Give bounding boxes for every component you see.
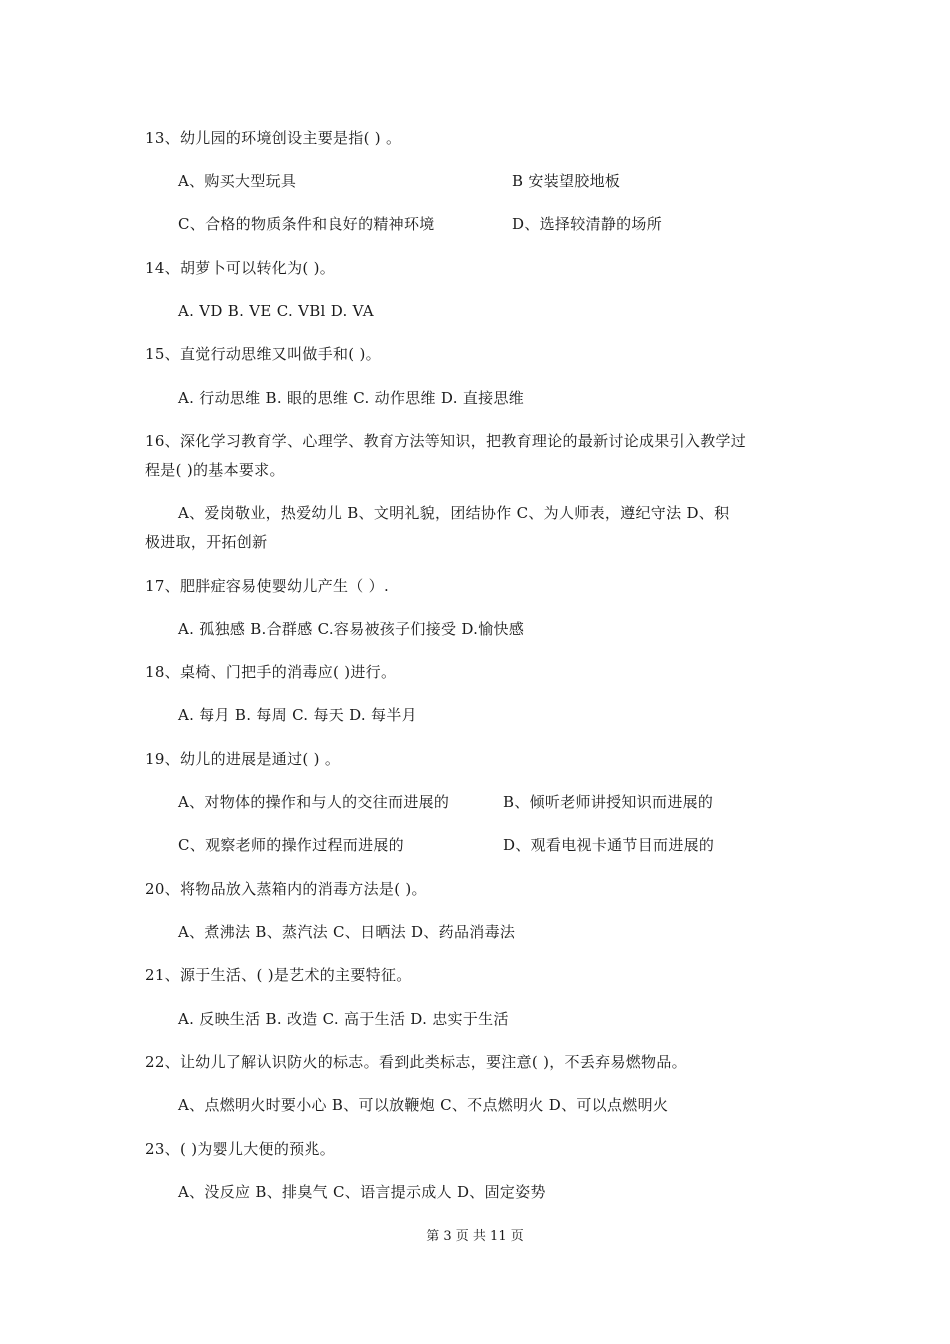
question-16-stem-continued: 程是( )的基本要求。 bbox=[145, 461, 285, 479]
question-23-stem: 23、( )为婴儿大便的预兆。 bbox=[145, 1140, 336, 1158]
question-17-options: A. 孤独感 B.合群感 C.容易被孩子们接受 D.愉快感 bbox=[178, 620, 525, 638]
question-19-stem: 19、幼儿的进展是通过( ) 。 bbox=[145, 750, 341, 768]
question-21-options: A. 反映生活 B. 改造 C. 高于生活 D. 忠实于生活 bbox=[178, 1010, 509, 1028]
question-19-option-c: C、观察老师的操作过程而进展的 bbox=[178, 836, 404, 854]
question-20-options: A、煮沸法 B、蒸汽法 C、日晒法 D、药品消毒法 bbox=[178, 923, 516, 941]
question-13-option-b: B 安装望胶地板 bbox=[512, 172, 621, 190]
question-18-stem: 18、桌椅、门把手的消毒应( )进行。 bbox=[145, 663, 397, 681]
question-13-stem: 13、幼儿园的环境创设主要是指( ) 。 bbox=[145, 129, 402, 147]
question-13-option-c: C、合格的物质条件和良好的精神环境 bbox=[178, 215, 435, 233]
question-19-option-b: B、倾听老师讲授知识而进展的 bbox=[503, 793, 714, 811]
question-22-options: A、点燃明火时要小心 B、可以放鞭炮 C、不点燃明火 D、可以点燃明火 bbox=[178, 1096, 669, 1114]
question-16-stem: 16、深化学习教育学、心理学、教育方法等知识，把教育理论的最新讨论成果引入教学过 bbox=[145, 432, 747, 450]
question-14-stem: 14、胡萝卜可以转化为( )。 bbox=[145, 259, 336, 277]
question-16-options-continued: 极进取，开拓创新 bbox=[145, 533, 268, 551]
question-13-option-a: A、购买大型玩具 bbox=[178, 172, 297, 190]
question-19-option-a: A、对物体的操作和与人的交往而进展的 bbox=[178, 793, 450, 811]
page-number-footer: 第 3 页 共 11 页 bbox=[426, 1229, 524, 1244]
question-23-options: A、没反应 B、排臭气 C、语言提示成人 D、固定姿势 bbox=[178, 1183, 546, 1201]
question-14-options: A. VD B. VE C. VBl D. VA bbox=[178, 302, 374, 320]
question-13-option-d: D、选择较清静的场所 bbox=[512, 215, 663, 233]
question-15-stem: 15、直觉行动思维又叫做手和( )。 bbox=[145, 345, 381, 363]
question-21-stem: 21、源于生活、( )是艺术的主要特征。 bbox=[145, 966, 412, 984]
question-15-options: A. 行动思维 B. 眼的思维 C. 动作思维 D. 直接思维 bbox=[178, 389, 525, 407]
question-20-stem: 20、将物品放入蒸箱内的消毒方法是( )。 bbox=[145, 880, 427, 898]
question-18-options: A. 每月 B. 每周 C. 每天 D. 每半月 bbox=[178, 706, 417, 724]
question-17-stem: 17、肥胖症容易使婴幼儿产生（ ）. bbox=[145, 577, 390, 595]
question-16-options: A、爱岗敬业，热爱幼儿 B、文明礼貌，团结协作 C、为人师表，遵纪守法 D、积 bbox=[178, 504, 730, 522]
question-19-option-d: D、观看电视卡通节目而进展的 bbox=[503, 836, 715, 854]
question-22-stem: 22、让幼儿了解认识防火的标志。看到此类标志，要注意( )，不丢弃易燃物品。 bbox=[145, 1053, 687, 1071]
